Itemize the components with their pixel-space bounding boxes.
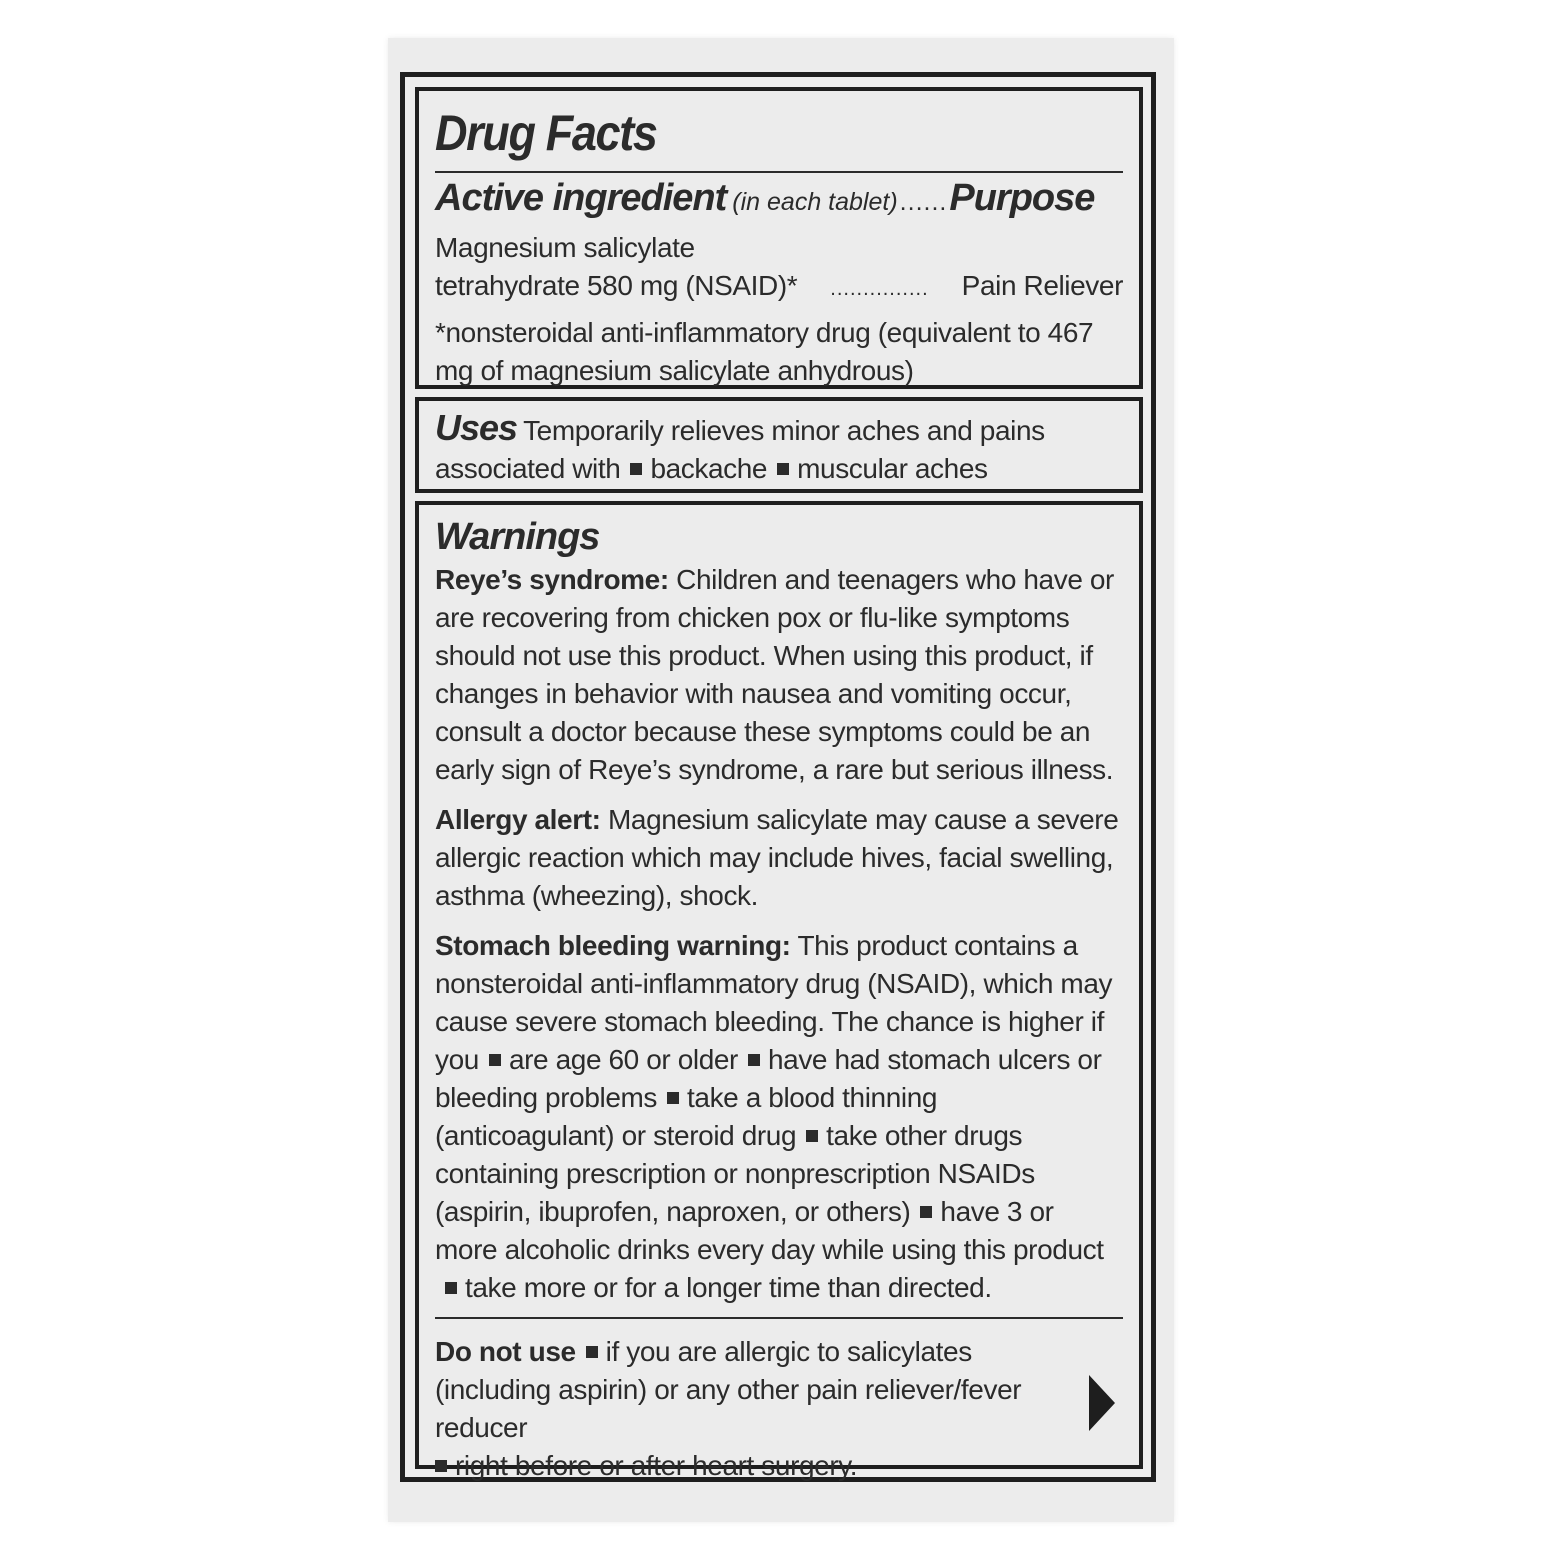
- allergy-alert: [435, 801, 1123, 915]
- reyes-label: Reye’s syndrome:: [435, 564, 669, 595]
- bullet-icon: [748, 1054, 760, 1066]
- uses-panel: [415, 397, 1143, 493]
- bullet-icon: [489, 1054, 501, 1066]
- reyes-syndrome-warning: [435, 561, 1123, 789]
- bullet-icon: [667, 1092, 679, 1104]
- stomach-item: are age 60 or older: [508, 1044, 738, 1075]
- bullet-icon: [435, 1460, 447, 1472]
- ingredient-block: [435, 229, 1123, 390]
- ingredient-line1: Magnesium salicylate: [435, 232, 695, 263]
- uses-item: backache: [650, 453, 768, 484]
- ingredient-leader-dots: ...............: [830, 278, 929, 300]
- active-ingredient-panel: [415, 87, 1143, 389]
- heading-leader-dots: ......: [899, 188, 948, 216]
- active-ingredient-heading: Active ingredient: [435, 177, 727, 219]
- stomach-label: Stomach bleeding warning:: [435, 930, 791, 961]
- ingredient-line2: tetrahydrate 580 mg (NSAID)*: [435, 270, 798, 301]
- bullet-icon: [445, 1282, 457, 1294]
- uses-text-block: [435, 409, 1123, 488]
- continue-arrow-icon: [1089, 1375, 1115, 1431]
- bullet-icon: [586, 1346, 598, 1358]
- bullet-icon: [806, 1130, 818, 1142]
- active-ingredient-heading-row: [435, 177, 1123, 229]
- drug-facts-carton: [388, 38, 1174, 1522]
- allergy-text: Magnesium salicylate may cause a severe allergic reaction which may include hives, facial swelling, asthma (wheezing), shock.: [435, 804, 1119, 911]
- stomach-bleeding-warning: [435, 927, 1123, 1307]
- stomach-item: take a blood thinning (anticoagulant) or steroid drug: [435, 1082, 938, 1151]
- purpose-heading: Purpose: [949, 177, 1095, 219]
- stomach-item: have had stomach ulcers or bleeding problems: [435, 1044, 1102, 1113]
- drug-facts-frame: [400, 72, 1156, 1482]
- do-not-use-item: if you are allergic to salicylates (including aspirin) or any other pain reliever/fever reducer: [435, 1336, 1022, 1443]
- reyes-text: Children and teenagers who have or are recovering from chicken pox or flu-like symptoms should not use this product. When using this product, if changes in behavior with nausea and vomiting occur, consult a doctor because these symptoms could be an early sign of Reye’s syndrome, a rare but serious illness.: [435, 564, 1114, 785]
- uses-heading: Uses: [435, 407, 518, 448]
- uses-item: muscular aches: [797, 453, 988, 484]
- ingredient-footnote: *nonsteroidal anti-inflammatory drug (equivalent to 467 mg of magnesium salicylate anhydrous): [435, 317, 1094, 386]
- stomach-text: This product contains a nonsteroidal anti-inflammatory drug (NSAID), which may cause severe stomach bleeding. The chance is higher if you: [435, 930, 1113, 1075]
- divider: [435, 171, 1123, 173]
- active-ingredient-note: (in each tablet): [732, 188, 898, 216]
- warnings-panel: [415, 501, 1143, 1481]
- warnings-heading: Warnings: [435, 516, 600, 558]
- drug-facts-title: Drug Facts: [435, 105, 657, 161]
- bullet-icon: [630, 463, 642, 475]
- stomach-item: take other drugs containing prescription or nonprescription NSAIDs (aspirin, ibuprofen, naproxen, or others): [435, 1120, 1035, 1227]
- bullet-icon: [777, 463, 789, 475]
- do-not-use-label: Do not use: [435, 1336, 576, 1367]
- uses-text: Temporarily relieves minor aches and pains associated with: [435, 415, 1045, 484]
- do-not-use-item: right before or after heart surgery.: [455, 1450, 858, 1481]
- stomach-item: have 3 or more alcoholic drinks every day while using this product: [435, 1196, 1104, 1265]
- allergy-label: Allergy alert:: [435, 804, 601, 835]
- stomach-item: take more or for a longer time than directed.: [465, 1272, 992, 1303]
- ingredient-row: [435, 267, 1123, 308]
- divider: [435, 1317, 1123, 1319]
- bullet-icon: [920, 1206, 932, 1218]
- ingredient-purpose: Pain Reliever: [961, 270, 1123, 301]
- do-not-use-block: [435, 1333, 1123, 1485]
